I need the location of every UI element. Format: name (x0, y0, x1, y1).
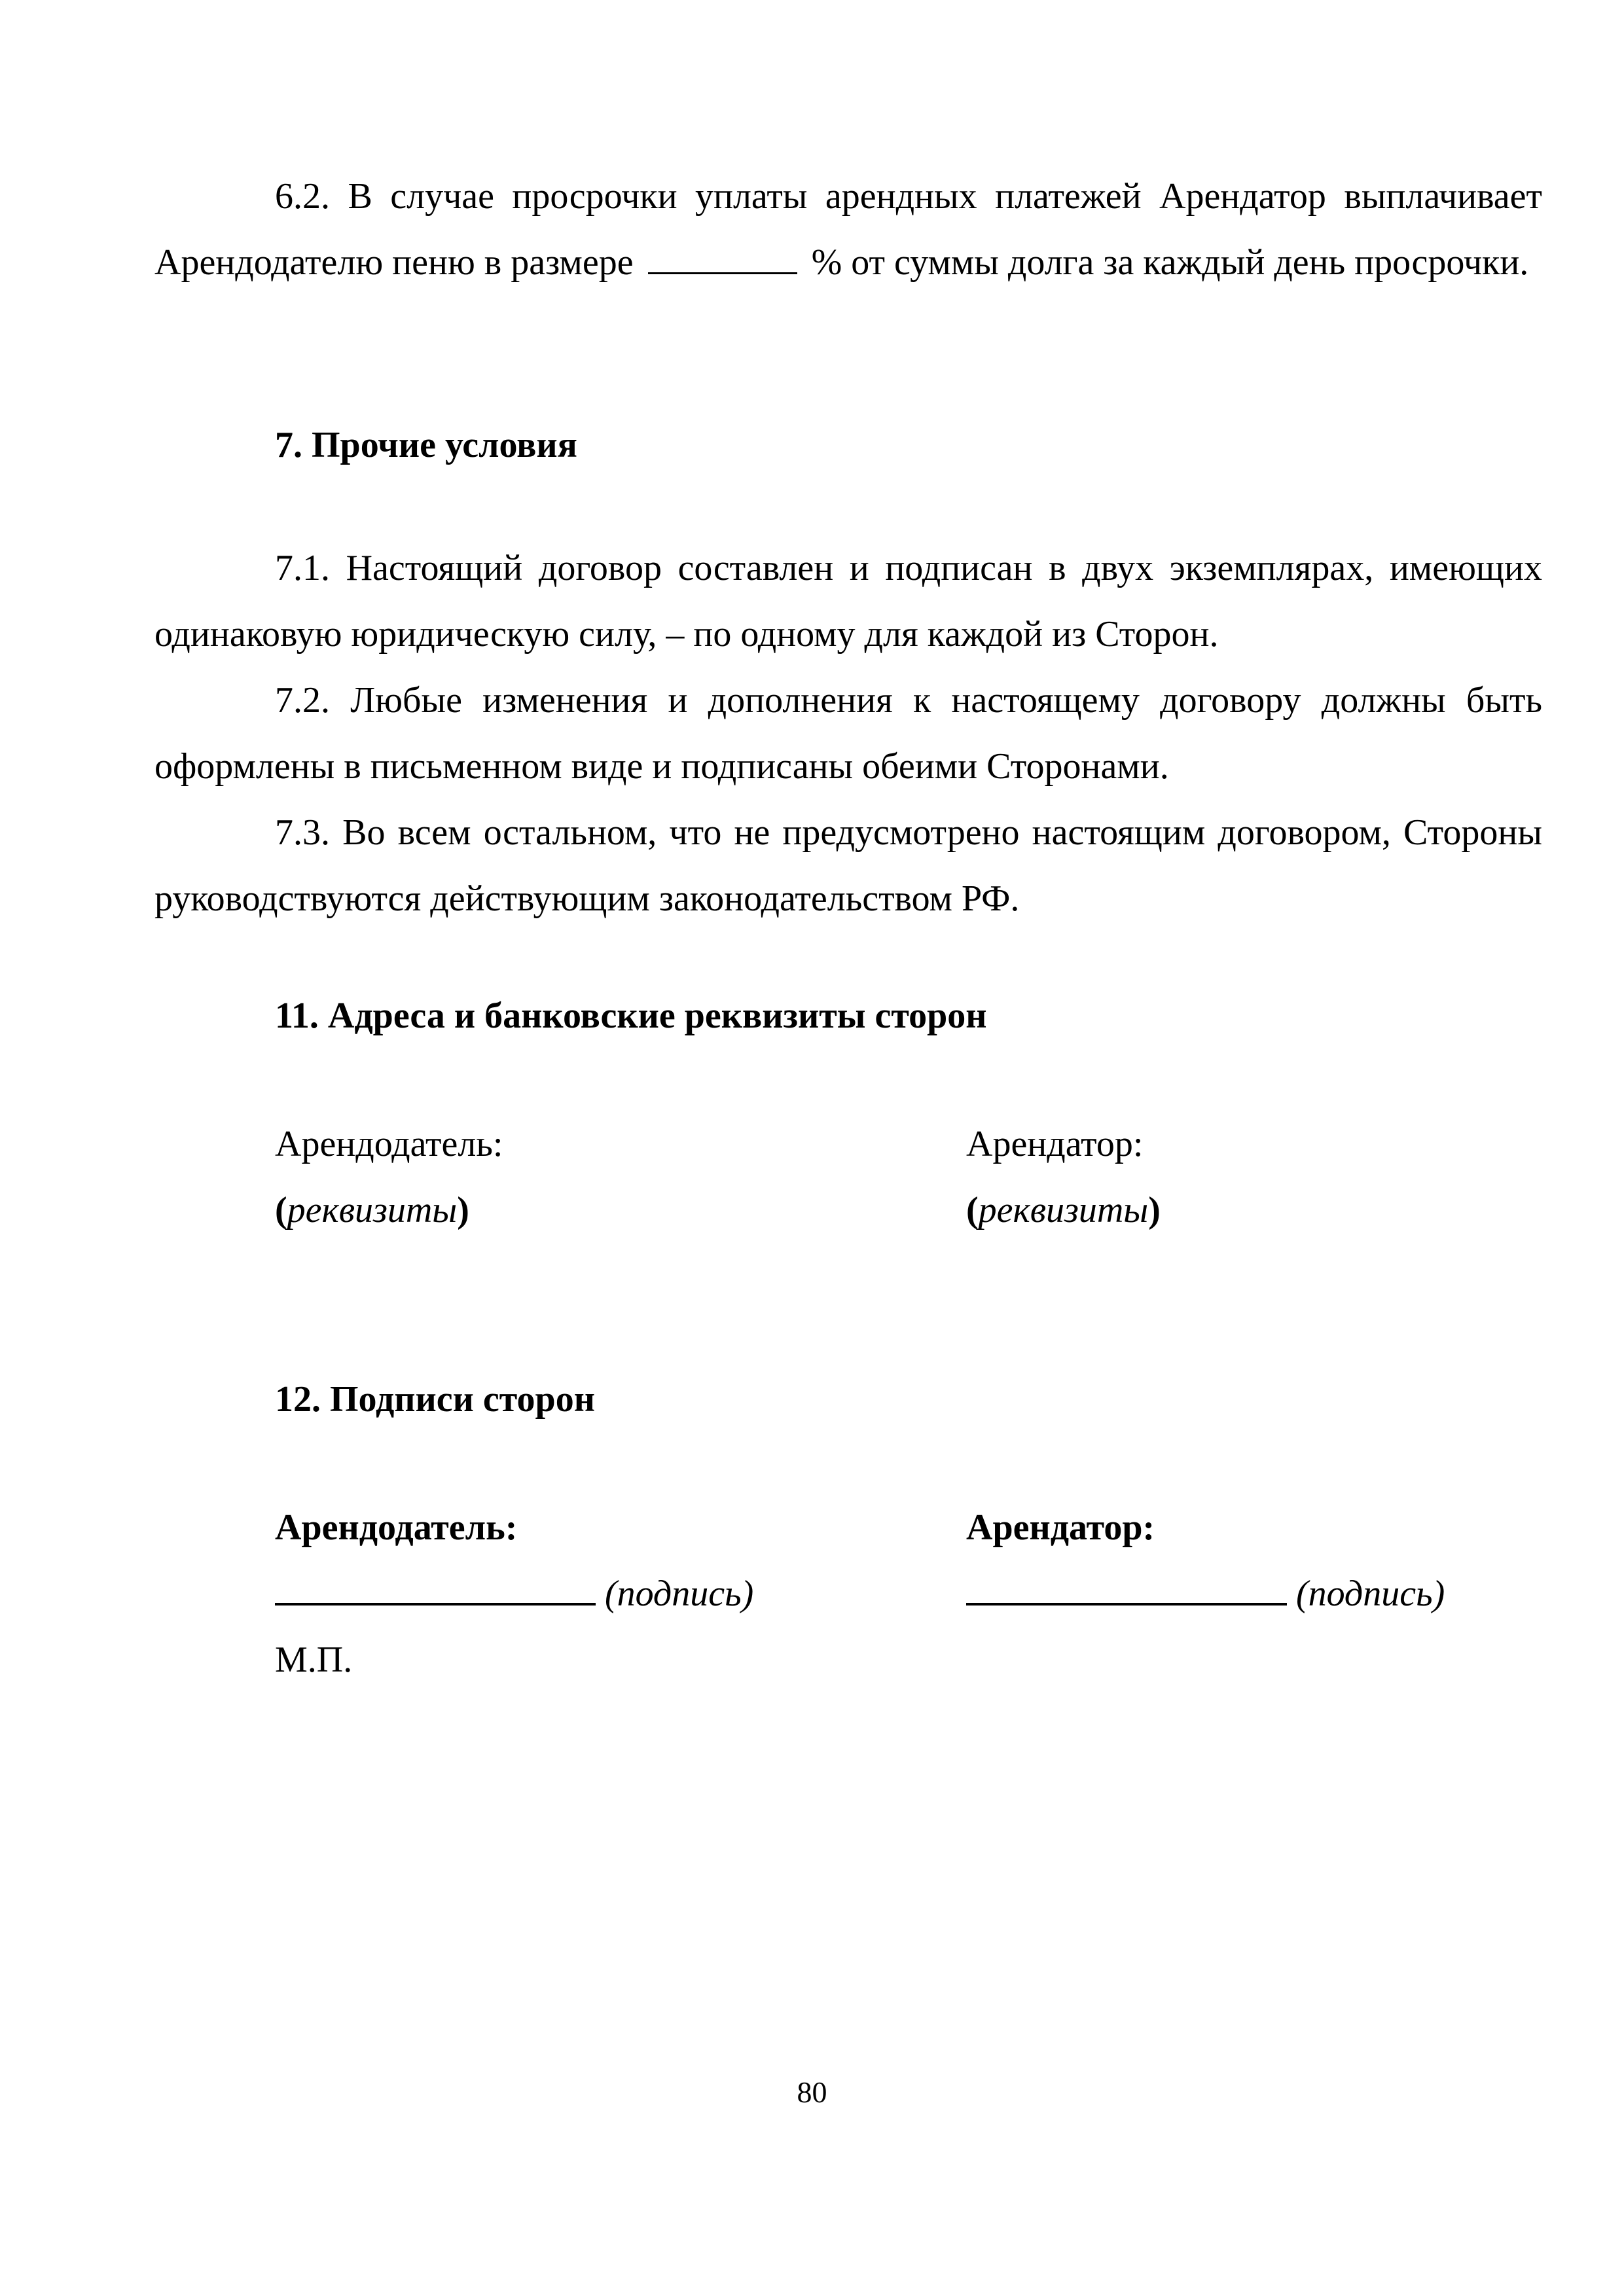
landlord-details (275, 1177, 503, 1244)
paragraph-6-2-start: 6.2. В случае просрочки уплаты арендных платежей Арендатор выплачивает Арендодателю пеню в размере (154, 176, 1542, 283)
tenant-details (966, 1177, 1161, 1244)
section-7-heading: 7. Прочие условия (275, 425, 577, 465)
paragraph-7-3: 7.3. Во всем остальном, что не предусмотрено настоящим договором, Стороны руководствуются действующим законодательством РФ. (154, 812, 1542, 919)
tenant-details-block (966, 1111, 1161, 1244)
tenant-signature-hint: (подпись) (1296, 1573, 1445, 1614)
tenant-details-open-paren: ( (966, 1190, 979, 1230)
landlord-signature-block (275, 1495, 753, 1693)
paragraph-7-1: 7.1. Настоящий договор составлен и подписан в двух экземплярах, имеющих одинаковую юридическую силу, – по одному для каждой из Сторон. (154, 548, 1542, 655)
tenant-signature-line (966, 1602, 1287, 1605)
landlord-details-close-paren: ) (457, 1190, 469, 1230)
landlord-details-open-paren: ( (275, 1190, 287, 1230)
tenant-details-close-paren: ) (1148, 1190, 1161, 1230)
tenant-signature-block (966, 1495, 1445, 1627)
landlord-signature-hint: (подпись) (605, 1573, 754, 1614)
paragraph-6-2-end: % от суммы долга за каждый день просрочки. (811, 242, 1529, 283)
tenant-label: Арендатор: (966, 1124, 1144, 1164)
tenant-signature-label: Арендатор: (966, 1507, 1155, 1548)
stamp-placeholder: М.П. (275, 1640, 353, 1680)
paragraph-6-2 (154, 164, 1542, 296)
section-12-heading: 12. Подписи сторон (275, 1379, 595, 1420)
section-7-body (154, 535, 1542, 932)
landlord-details-block (275, 1111, 503, 1244)
page-number: 80 (797, 2075, 827, 2109)
section-11-heading: 11. Адреса и банковские реквизиты сторон (275, 996, 987, 1036)
tenant-details-placeholder: реквизиты (978, 1190, 1149, 1230)
tenant-signature-row (966, 1561, 1445, 1627)
landlord-signature-row (275, 1561, 753, 1627)
landlord-details-placeholder: реквизиты (287, 1190, 458, 1230)
paragraph-7-2: 7.2. Любые изменения и дополнения к настоящему договору должны быть оформлены в письменном виде и подписаны обеими Сторонами. (154, 680, 1542, 787)
landlord-label: Арендодатель: (275, 1124, 503, 1164)
landlord-signature-label: Арендодатель: (275, 1507, 518, 1548)
landlord-signature-line (275, 1602, 596, 1605)
penalty-percent-blank (648, 272, 797, 274)
